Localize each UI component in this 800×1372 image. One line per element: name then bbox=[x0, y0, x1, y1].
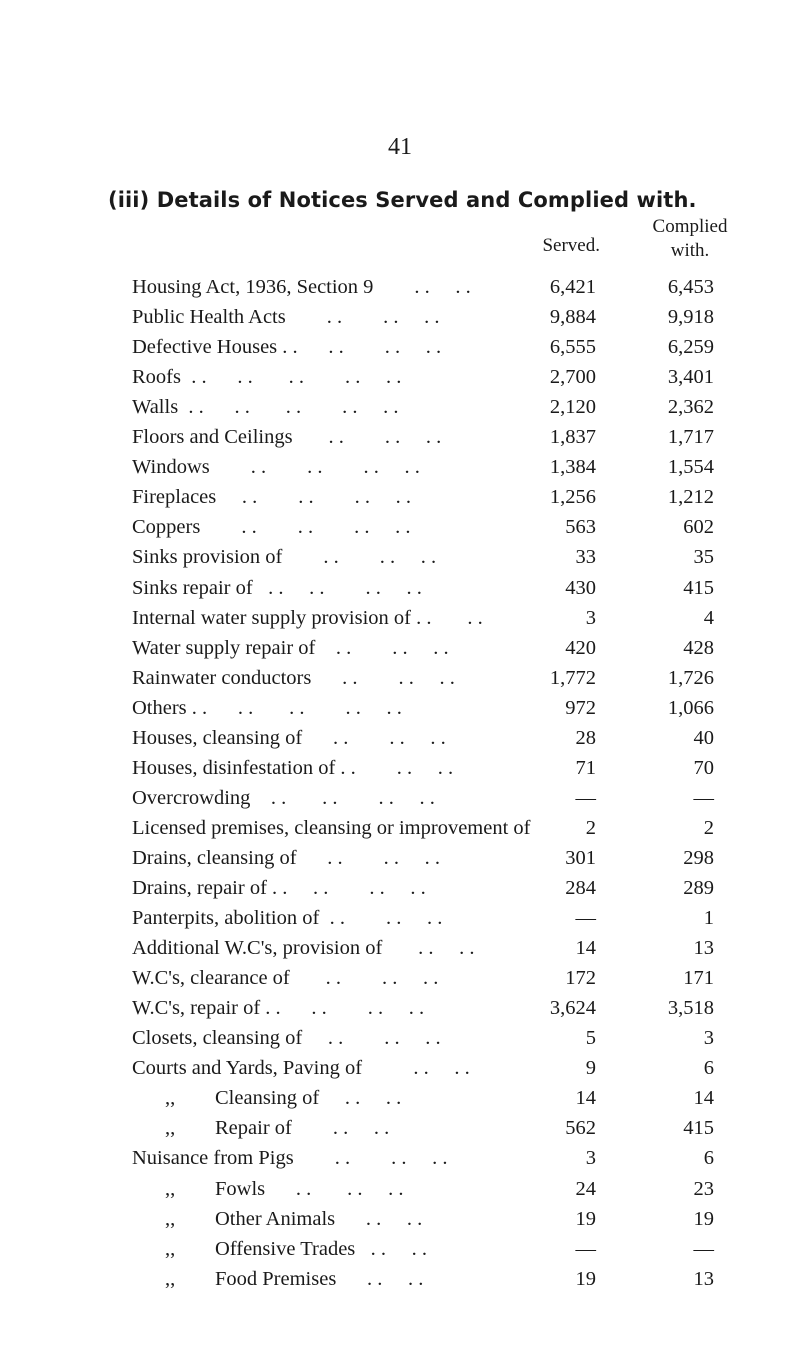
served-value: 172 bbox=[565, 967, 596, 990]
complied-value: 428 bbox=[683, 636, 714, 659]
column-header-complied-line2: with. bbox=[670, 240, 710, 261]
served-value: 301 bbox=[565, 846, 596, 869]
table-row bbox=[0, 783, 800, 813]
table-row bbox=[0, 663, 800, 693]
served-value: 563 bbox=[565, 516, 596, 539]
served-value: 3 bbox=[585, 606, 596, 629]
complied-value: 1 bbox=[703, 907, 714, 930]
served-value: 430 bbox=[565, 576, 596, 599]
served-value: 19 bbox=[575, 1267, 596, 1290]
row-label: Offensive Trades . . . . bbox=[215, 1237, 428, 1260]
table-row bbox=[0, 1264, 800, 1294]
served-value: — bbox=[575, 907, 596, 930]
table-row bbox=[0, 422, 800, 452]
table-row bbox=[0, 723, 800, 753]
complied-value: 6 bbox=[703, 1057, 714, 1080]
row-label: Windows . . . . . . . . bbox=[132, 456, 420, 479]
row-label: Housing Act, 1936, Section 9 . . . . bbox=[132, 276, 471, 298]
table-row bbox=[0, 843, 800, 873]
row-label: Closets, cleansing of . . . . . . bbox=[132, 1027, 441, 1050]
row-label: Fowls . . . . . . bbox=[215, 1177, 404, 1200]
table-row bbox=[0, 1053, 800, 1083]
served-value: 71 bbox=[575, 756, 596, 779]
served-value: 24 bbox=[575, 1177, 596, 1200]
table-row bbox=[0, 633, 800, 663]
served-value: 2,120 bbox=[549, 396, 596, 419]
complied-value: 13 bbox=[693, 1267, 714, 1290]
ditto-mark: ,, bbox=[165, 1267, 176, 1290]
table-row bbox=[0, 1143, 800, 1173]
complied-value: 70 bbox=[693, 756, 714, 779]
complied-value: 40 bbox=[693, 726, 714, 749]
complied-value: 415 bbox=[683, 1117, 714, 1140]
served-value: 1,837 bbox=[549, 426, 596, 449]
row-label: Defective Houses . . . . . . . . bbox=[132, 336, 442, 359]
table-row bbox=[0, 542, 800, 572]
complied-value: 3,401 bbox=[667, 366, 714, 389]
ditto-mark: ,, bbox=[165, 1087, 176, 1110]
table-row bbox=[0, 573, 800, 603]
complied-value: 1,554 bbox=[667, 456, 714, 479]
served-value: 14 bbox=[575, 1087, 596, 1110]
served-value: 6,421 bbox=[549, 276, 596, 298]
table-row bbox=[0, 603, 800, 633]
row-label: Floors and Ceilings . . . . . . bbox=[132, 426, 442, 449]
table-row bbox=[0, 933, 800, 963]
page-number: 41 bbox=[388, 134, 412, 160]
served-value: 284 bbox=[565, 877, 596, 899]
table-row bbox=[0, 963, 800, 993]
row-label: Roofs . . . . . . . . . . bbox=[132, 366, 402, 389]
served-value: 1,384 bbox=[549, 456, 596, 479]
served-value: 3,624 bbox=[549, 997, 596, 1020]
complied-value: 2,362 bbox=[667, 396, 714, 419]
row-label: Sinks repair of . . . . . . . . bbox=[132, 576, 422, 599]
table-row bbox=[0, 1234, 800, 1264]
table-row bbox=[0, 753, 800, 783]
served-value: 562 bbox=[565, 1117, 596, 1140]
row-label: Water supply repair of . . . . . . bbox=[132, 636, 449, 659]
served-value: 9 bbox=[585, 1057, 596, 1080]
complied-value: 19 bbox=[693, 1207, 714, 1230]
complied-value: 1,066 bbox=[667, 696, 714, 719]
complied-value: 602 bbox=[683, 516, 714, 539]
complied-value: — bbox=[693, 786, 714, 809]
complied-value: 13 bbox=[693, 937, 714, 960]
row-label: Nuisance from Pigs . . . . . . bbox=[132, 1147, 448, 1170]
row-label: Licensed premises, cleansing or improvement of bbox=[132, 816, 531, 839]
table-row bbox=[0, 1204, 800, 1234]
row-label: Internal water supply provision of . . . . bbox=[132, 606, 483, 629]
served-value: 1,772 bbox=[549, 666, 596, 689]
complied-value: 1,717 bbox=[667, 426, 714, 449]
complied-value: 6,259 bbox=[667, 336, 714, 359]
table-row bbox=[0, 482, 800, 512]
ditto-mark: ,, bbox=[165, 1117, 176, 1140]
served-value: 28 bbox=[575, 726, 596, 749]
row-label: Walls . . . . . . . . . . bbox=[132, 396, 399, 419]
complied-value: 171 bbox=[683, 967, 714, 990]
table-row bbox=[0, 873, 800, 903]
complied-value: 23 bbox=[693, 1177, 714, 1200]
complied-value: — bbox=[693, 1237, 714, 1260]
row-label: Drains, repair of . . . . . . . . bbox=[132, 877, 426, 899]
served-value: 420 bbox=[565, 636, 596, 659]
row-label: Food Premises . . . . bbox=[215, 1267, 424, 1290]
served-value: 2,700 bbox=[549, 366, 596, 389]
served-value: 3 bbox=[585, 1147, 596, 1170]
column-header-complied bbox=[640, 215, 740, 263]
served-value: 19 bbox=[575, 1207, 596, 1230]
row-label: Additional W.C's, provision of . . . . bbox=[132, 937, 475, 960]
complied-value: 3 bbox=[703, 1027, 714, 1050]
complied-value: 1,726 bbox=[667, 666, 714, 689]
row-label: Overcrowding . . . . . . . . bbox=[132, 786, 435, 809]
ditto-mark: ,, bbox=[165, 1177, 176, 1200]
served-value: 6,555 bbox=[549, 336, 596, 359]
table-row bbox=[0, 1174, 800, 1204]
row-label: W.C's, repair of . . . . . . . . bbox=[132, 997, 425, 1020]
table-row bbox=[0, 1083, 800, 1113]
served-value: 2 bbox=[585, 816, 596, 839]
complied-value: 289 bbox=[683, 877, 714, 899]
served-value: — bbox=[575, 1237, 596, 1260]
row-label: Houses, cleansing of . . . . . . bbox=[132, 726, 446, 749]
table-row bbox=[0, 392, 800, 422]
row-label: Public Health Acts . . . . . . bbox=[132, 306, 440, 329]
section-heading: (iii) Details of Notices Served and Complied with. bbox=[108, 188, 697, 212]
table-row bbox=[0, 903, 800, 933]
table-row bbox=[0, 1113, 800, 1143]
table-row bbox=[0, 693, 800, 723]
row-label: Fireplaces . . . . . . . . bbox=[132, 486, 411, 509]
ditto-mark: ,, bbox=[165, 1237, 176, 1260]
complied-value: 6,453 bbox=[667, 276, 714, 298]
table-row bbox=[0, 302, 800, 332]
complied-value: 3,518 bbox=[667, 997, 714, 1020]
table-row bbox=[0, 813, 800, 843]
row-label: Houses, disinfestation of . . . . . . bbox=[132, 756, 454, 779]
table-row bbox=[0, 332, 800, 362]
column-header-served: Served. bbox=[542, 235, 600, 256]
column-header-complied-line1: Complied bbox=[652, 216, 728, 237]
served-value: 33 bbox=[575, 546, 596, 569]
complied-value: 4 bbox=[703, 606, 714, 629]
complied-value: 35 bbox=[693, 546, 714, 569]
table-row bbox=[0, 512, 800, 542]
table-row bbox=[0, 362, 800, 392]
row-label: Others . . . . . . . . . . bbox=[132, 696, 402, 719]
row-label: Drains, cleansing of . . . . . . bbox=[132, 846, 441, 869]
row-label: Cleansing of . . . . bbox=[215, 1087, 402, 1110]
served-value: 9,884 bbox=[549, 306, 596, 329]
row-label: W.C's, clearance of . . . . . . bbox=[132, 967, 439, 990]
complied-value: 1,212 bbox=[667, 486, 714, 509]
row-label: Other Animals . . . . bbox=[215, 1207, 423, 1230]
complied-value: 298 bbox=[683, 846, 714, 869]
served-value: — bbox=[575, 786, 596, 809]
complied-value: 9,918 bbox=[667, 306, 714, 329]
complied-value: 6 bbox=[703, 1147, 714, 1170]
served-value: 5 bbox=[585, 1027, 596, 1050]
ditto-mark: ,, bbox=[165, 1207, 176, 1230]
served-value: 14 bbox=[575, 937, 596, 960]
served-value: 1,256 bbox=[549, 486, 596, 509]
row-label: Sinks provision of . . . . . . bbox=[132, 546, 437, 569]
served-value: 972 bbox=[565, 696, 596, 719]
table-row bbox=[0, 1023, 800, 1053]
complied-value: 2 bbox=[703, 816, 714, 839]
complied-value: 415 bbox=[683, 576, 714, 599]
row-label: Coppers . . . . . . . . bbox=[132, 516, 411, 539]
row-label: Panterpits, abolition of . . . . . . bbox=[132, 907, 443, 930]
row-label: Rainwater conductors . . . . . . bbox=[132, 666, 455, 689]
table-row bbox=[0, 452, 800, 482]
table-row bbox=[0, 272, 800, 302]
row-label: Courts and Yards, Paving of . . . . bbox=[132, 1057, 470, 1080]
row-label: Repair of . . . . bbox=[215, 1117, 390, 1140]
table-row bbox=[0, 993, 800, 1023]
complied-value: 14 bbox=[693, 1087, 714, 1110]
